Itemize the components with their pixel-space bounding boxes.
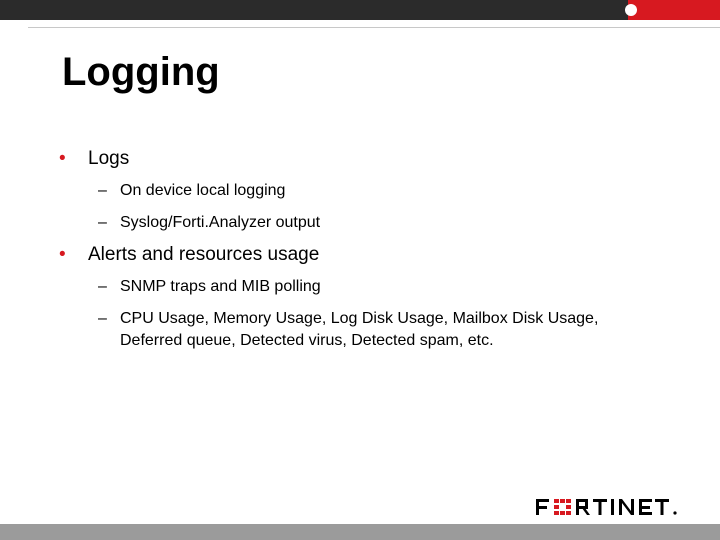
header-bar [0,0,720,20]
dash-icon: – [98,214,107,231]
dash-icon: – [98,182,107,199]
sub-bullet-text: On device local logging [120,182,286,199]
bullet-icon: • [59,148,66,169]
sub-bullet-text: SNMP traps and MIB polling [120,278,321,295]
bullet-text: Logs [88,148,130,169]
sub-bullet-text: Syslog/Forti.Analyzer output [120,214,321,231]
bullet-text: Alerts and resources usage [88,244,320,265]
header-accent [628,0,720,20]
title-divider [28,27,720,28]
fortinet-logo [536,497,682,517]
footer-bar [0,524,720,540]
bullet-icon: • [59,244,66,265]
sub-bullet-text: CPU Usage, Memory Usage, Log Disk Usage, Mailbox Disk Usage, Deferred queue, Detected virus, Detected spam, etc. [120,310,599,349]
header-dot-icon [625,4,637,16]
dash-icon: – [98,310,107,327]
dash-icon: – [98,278,107,295]
slide-title: Logging [62,50,220,94]
